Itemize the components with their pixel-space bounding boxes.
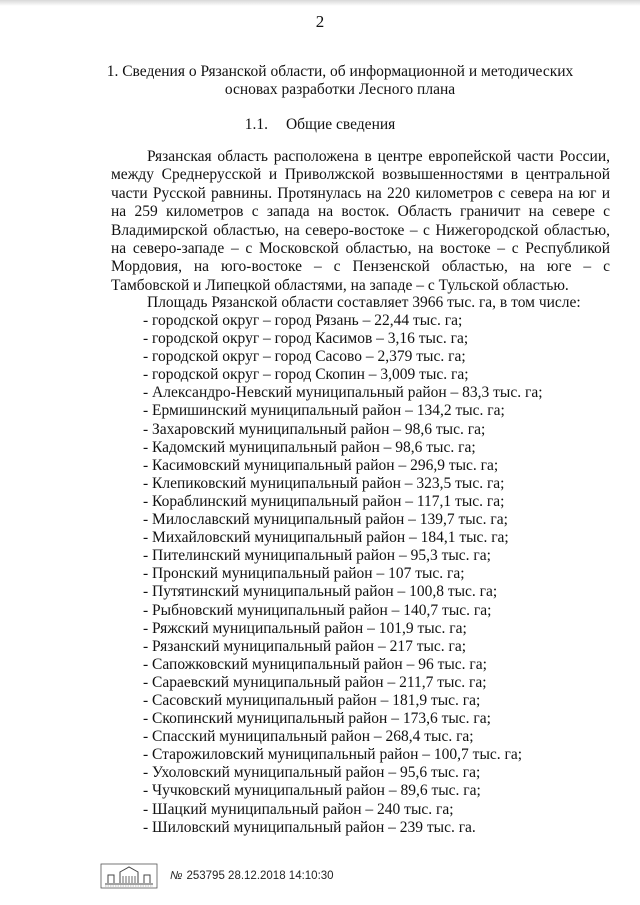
- page-number: 2: [315, 12, 325, 31]
- district-list-item: - Шацкий муниципальный район – 240 тыс. га;: [143, 800, 454, 818]
- district-list-item: - Скопинский муниципальный район – 173,6 тыс. га;: [143, 710, 491, 728]
- district-list-item: - городской округ – город Скопин – 3,009 тыс. га;: [143, 366, 469, 384]
- district-list-item: - Клепиковский муниципальный район – 323,5 тыс. га;: [143, 474, 505, 492]
- subsection-heading: Общие сведения: [285, 116, 396, 133]
- district-list-item: - Милославский муниципальный район – 139,7 тыс. га;: [143, 511, 508, 529]
- district-list-item: - Михайловский муниципальный район – 184,1 тыс. га;: [143, 529, 509, 547]
- district-list-item: - Кораблинский муниципальный район – 117,1 тыс. га;: [143, 492, 505, 510]
- document-number-mark: №: [170, 870, 183, 882]
- district-list-item: - городской округ – город Рязань – 22,44 тыс. га;: [143, 312, 463, 329]
- district-list: [143, 312, 603, 837]
- area-total-text: Площадь Рязанской области составляет 3966 тыс. га, в том числе:: [147, 294, 581, 311]
- district-list-item: - Александро-Невский муниципальный район – 83,3 тыс. га;: [143, 384, 543, 402]
- district-list-item: - Ряжский муниципальный район – 101,9 тыс. га;: [143, 619, 467, 637]
- district-list-item: - городской округ – город Сасово – 2,379 тыс. га;: [143, 348, 466, 366]
- intro-paragraph: Рязанская область расположена в центре европейской части России, между Среднерусской и Приволжской возвышенностями в центральной части Русской равнины. Протянулась на 220 километров с севера на юг и на 259 километров с запада на восток. Область граничит на севере с Владимирской областью, на северо-востоке – с Нижегородской областью, на северо-западе – с Московской областью, на востоке – с Республикой Мордовия, на юго-востоке – с Пензенской областью, на юге – с Тамбовской и Липецкой областями, на западе – с Тульской областью.: [111, 148, 610, 294]
- subsection-number: 1.1.: [244, 116, 268, 133]
- district-list-item: - Кадомский муниципальный район – 98,6 тыс. га;: [143, 438, 476, 456]
- document-timestamp: 28.12.2018 14:10:30: [228, 870, 334, 882]
- district-list-item: - Ухоловский муниципальный район – 95,6 тыс. га;: [143, 764, 481, 782]
- district-list-item: - Касимовский муниципальный район – 296,9 тыс. га;: [143, 456, 499, 474]
- district-list-item: - Ермишинский муниципальный район – 134,2 тыс. га;: [143, 402, 505, 420]
- district-list-item: - Сараевский муниципальный район – 211,7 тыс. га;: [143, 673, 487, 691]
- district-list-item: - Путятинский муниципальный район – 100,8 тыс. га;: [143, 583, 498, 601]
- subsection-title: [0, 116, 640, 134]
- document-footer: [100, 862, 334, 890]
- district-list-item: - Пителинский муниципальный район – 95,3 тыс. га;: [143, 547, 491, 565]
- district-list-item: - Пронский муниципальный район – 107 тыс. га;: [143, 565, 465, 583]
- district-list-item: - Шиловский муниципальный район – 239 тыс. га.: [143, 818, 476, 836]
- district-list-item: - Рязанский муниципальный район – 217 тыс. га;: [143, 637, 467, 655]
- district-list-item: - городской округ – город Касимов – 3,16 тыс. га;: [143, 330, 469, 348]
- intro-section: [111, 148, 610, 295]
- document-number: 253795: [186, 870, 225, 882]
- district-list-item: - Сапожковский муниципальный район – 96 тыс. га;: [143, 655, 487, 673]
- district-list-item: - Рыбновский муниципальный район – 140,7 тыс. га;: [143, 601, 492, 619]
- district-list-item: - Сасовский муниципальный район – 181,9 тыс. га;: [143, 691, 481, 709]
- district-list-item: - Спасский муниципальный район – 268,4 тыс. га;: [143, 728, 474, 746]
- government-building-seal-icon: [100, 863, 158, 889]
- scan-edge: [0, 0, 640, 6]
- district-list-item: - Чучковский муниципальный район – 89,6 тыс. га;: [143, 782, 481, 800]
- district-list-item: - Старожиловский муниципальный район – 100,7 тыс. га;: [143, 746, 523, 764]
- district-list-item: - Захаровский муниципальный район – 98,6 тыс. га;: [143, 420, 486, 438]
- section-title: 1. Сведения о Рязанской области, об информационной и методических основах разработки Лесного плана: [106, 63, 574, 98]
